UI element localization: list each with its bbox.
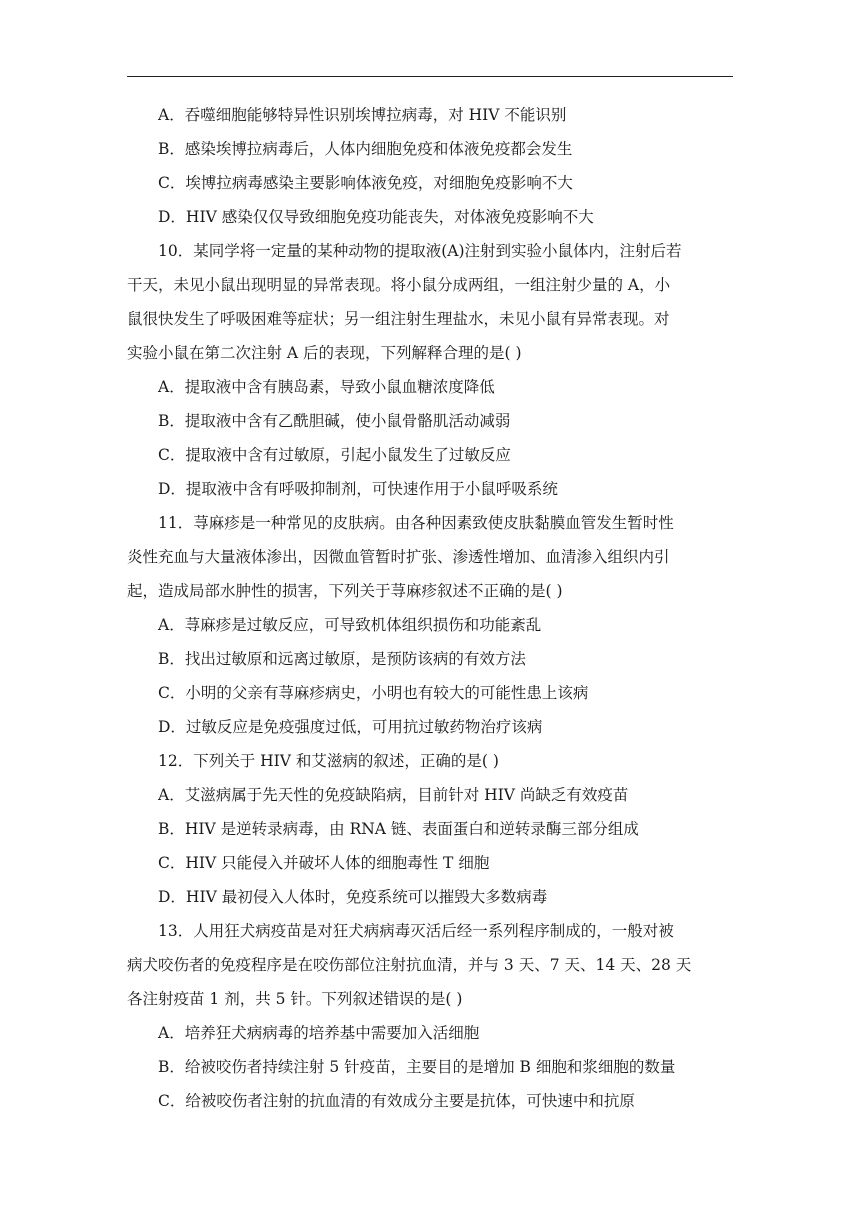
q10-option-d: D．提取液中含有呼吸抑制剂，可快速作用于小鼠呼吸系统 [158, 480, 558, 498]
q12-option-a: A．艾滋病属于先天性的免疫缺陷病，目前针对 HIV 尚缺乏有效疫苗 [158, 786, 629, 804]
q12-option-b: B．HIV 是逆转录病毒，由 RNA 链、表面蛋白和逆转录酶三部分组成 [158, 820, 639, 838]
q11-option-c: C．小明的父亲有荨麻疹病史，小明也有较大的可能性患上该病 [158, 684, 589, 702]
q11-option-b: B．找出过敏原和远离过敏原，是预防该病的有效方法 [158, 650, 526, 668]
document-body [127, 98, 737, 1118]
q9-option-d: D．HIV 感染仅仅导致细胞免疫功能丧失，对体液免疫影响不大 [158, 208, 594, 226]
q12-stem-line-1: 12．下列关于 HIV 和艾滋病的叙述，正确的是( ) [158, 752, 499, 770]
q9-option-c: C．埃博拉病毒感染主要影响体液免疫，对细胞免疫影响不大 [158, 174, 573, 192]
q13-option-a: A．培养狂犬病病毒的培养基中需要加入活细胞 [158, 1024, 480, 1042]
header-rule [127, 76, 733, 77]
q12-option-d: D．HIV 最初侵入人体时，免疫系统可以摧毁大多数病毒 [158, 888, 548, 906]
q10-option-b: B．提取液中含有乙酰胆碱，使小鼠骨骼肌活动减弱 [158, 412, 511, 430]
q11-stem-line-3: 起，造成局部水肿性的损害，下列关于荨麻疹叙述不正确的是( ) [127, 582, 563, 600]
q11-option-a: A．荨麻疹是过敏反应，可导致机体组织损伤和功能紊乱 [158, 616, 542, 634]
q13-option-b: B．给被咬伤者持续注射 5 针疫苗，主要目的是增加 B 细胞和浆细胞的数量 [158, 1058, 676, 1076]
q9-option-b: B．感染埃博拉病毒后，人体内细胞免疫和体液免疫都会发生 [158, 140, 573, 158]
q11-stem-line-1: 11．荨麻疹是一种常见的皮肤病。由各种因素致使皮肤黏膜血管发生暂时性 [158, 514, 674, 532]
q10-stem-line-3: 鼠很快发生了呼吸困难等症状；另一组注射生理盐水，未见小鼠有异常表现。对 [127, 310, 670, 328]
q13-stem-line-2: 病犬咬伤者的免疫程序是在咬伤部位注射抗血清，并与 3 天、7 天、14 天、28 天 [127, 956, 692, 974]
q11-stem-line-2: 炎性充血与大量液体渗出，因微血管暂时扩张、渗透性增加、血清渗入组织内引 [127, 548, 670, 566]
q12-option-c: C．HIV 只能侵入并破坏人体的细胞毒性 T 细胞 [158, 854, 490, 872]
q10-stem-line-1: 10．某同学将一定量的某种动物的提取液(A)注射到实验小鼠体内，注射后若 [158, 242, 682, 260]
q13-stem-line-3: 各注射疫苗 1 剂，共 5 针。下列叙述错误的是( ) [127, 990, 463, 1008]
q11-option-d: D．过敏反应是免疫强度过低，可用抗过敏药物治疗该病 [158, 718, 543, 736]
q10-stem-line-4: 实验小鼠在第二次注射 A 后的表现，下列解释合理的是( ) [127, 344, 522, 362]
q10-option-c: C．提取液中含有过敏原，引起小鼠发生了过敏反应 [158, 446, 511, 464]
q13-stem-line-1: 13．人用狂犬病疫苗是对狂犬病病毒灭活后经一系列程序制成的，一般对被 [158, 922, 674, 940]
q9-option-a: A．吞噬细胞能够特异性识别埃博拉病毒，对 HIV 不能识别 [158, 106, 567, 124]
q10-option-a: A．提取液中含有胰岛素，导致小鼠血糖浓度降低 [158, 378, 495, 396]
q13-option-c: C．给被咬伤者注射的抗血清的有效成分主要是抗体，可快速中和抗原 [158, 1092, 635, 1110]
q10-stem-line-2: 干天，未见小鼠出现明显的异常表现。将小鼠分成两组，一组注射少量的 A，小 [127, 276, 671, 294]
